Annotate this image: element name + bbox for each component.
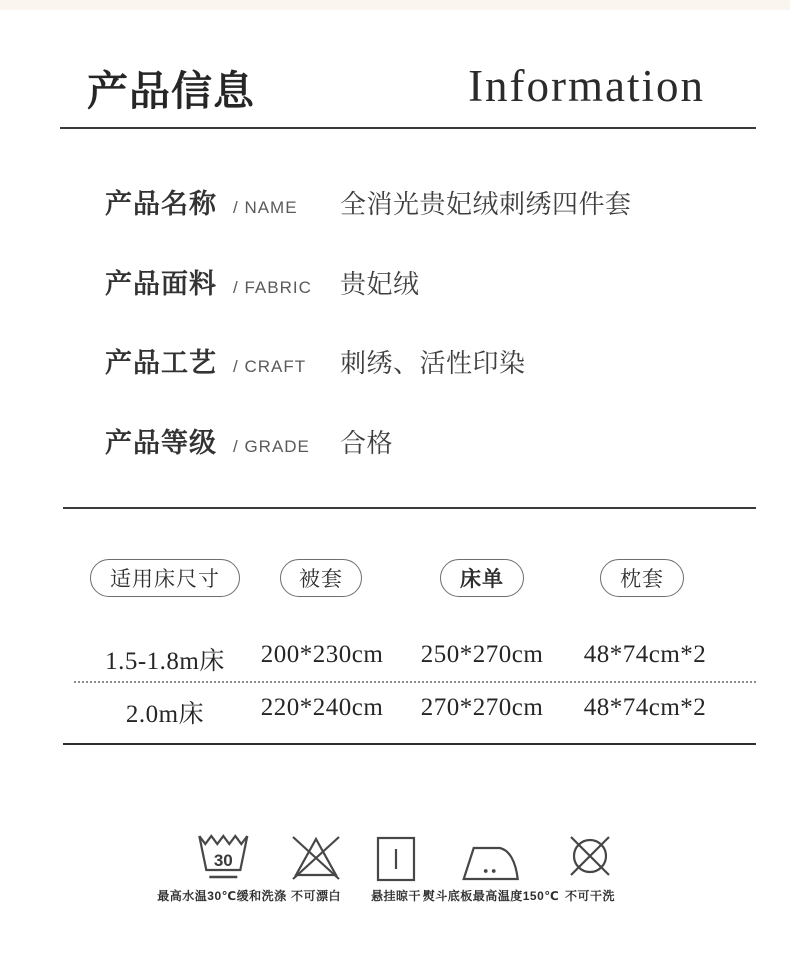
- iron-150-icon: [462, 830, 520, 882]
- size-cell: 200*230cm: [260, 641, 384, 668]
- top-cream-strip: [0, 0, 790, 10]
- product-label-en: / GRADE: [233, 437, 310, 456]
- product-label-en: / FABRIC: [233, 278, 312, 297]
- product-label: 产品面料: [105, 269, 217, 299]
- care-label: 不可漂白: [290, 889, 341, 903]
- care-label: 熨斗底板最高温度150℃: [422, 889, 560, 903]
- size-header-bed: 适用床尺寸: [90, 559, 240, 597]
- care-label: 悬挂晾干: [370, 889, 422, 903]
- product-label-en: / NAME: [233, 198, 298, 217]
- product-label: 产品等级: [105, 428, 217, 458]
- page-title-en: Information: [468, 61, 705, 111]
- care-label: 最高水温30℃缓和洗涤: [157, 889, 287, 903]
- care-item-wash: [157, 830, 286, 904]
- size-header-duvet-cover: 被套: [280, 559, 362, 597]
- care-item-no-dry-clean: [564, 830, 616, 904]
- svg-text:30: 30: [213, 851, 233, 870]
- care-item-no-bleach: [288, 830, 344, 904]
- product-row: [0, 341, 790, 383]
- no-dry-clean-icon: [564, 830, 616, 882]
- care-label: 不可干洗: [564, 889, 615, 903]
- product-row: [0, 182, 790, 224]
- size-cell: 48*74cm*2: [583, 641, 707, 668]
- table-bottom-divider: [63, 743, 756, 745]
- product-label: 产品工艺: [105, 348, 217, 378]
- size-cell: 48*74cm*2: [583, 694, 707, 721]
- size-cell: 2.0m床: [125, 701, 205, 728]
- product-label: 产品名称: [105, 189, 217, 219]
- no-bleach-icon: [288, 830, 344, 882]
- size-cell: 250*270cm: [420, 641, 544, 668]
- size-cell: 270*270cm: [420, 694, 544, 721]
- wash-30-icon: [194, 830, 250, 882]
- care-item-iron: [423, 830, 560, 904]
- header-divider: [60, 127, 756, 129]
- size-cell: 220*240cm: [260, 694, 384, 721]
- page-title-cn: 产品信息: [87, 68, 255, 114]
- size-header-pillowcase: 枕套: [600, 559, 684, 597]
- care-item-hang-dry: [371, 830, 421, 904]
- product-value: 刺绣、活性印染: [340, 348, 526, 378]
- table-row-divider: [74, 681, 756, 683]
- product-row: [0, 262, 790, 304]
- product-label-en: / CRAFT: [233, 357, 307, 376]
- product-value: 合格: [340, 428, 394, 458]
- size-cell: 1.5-1.8m床: [105, 648, 225, 675]
- product-row: [0, 421, 790, 463]
- section-divider: [63, 507, 756, 509]
- hang-dry-icon: [376, 830, 416, 882]
- product-value: 全消光贵妃绒刺绣四件套: [340, 189, 632, 219]
- size-header-bed-sheet: 床单: [440, 559, 524, 597]
- product-value: 贵妃绒: [340, 269, 420, 299]
